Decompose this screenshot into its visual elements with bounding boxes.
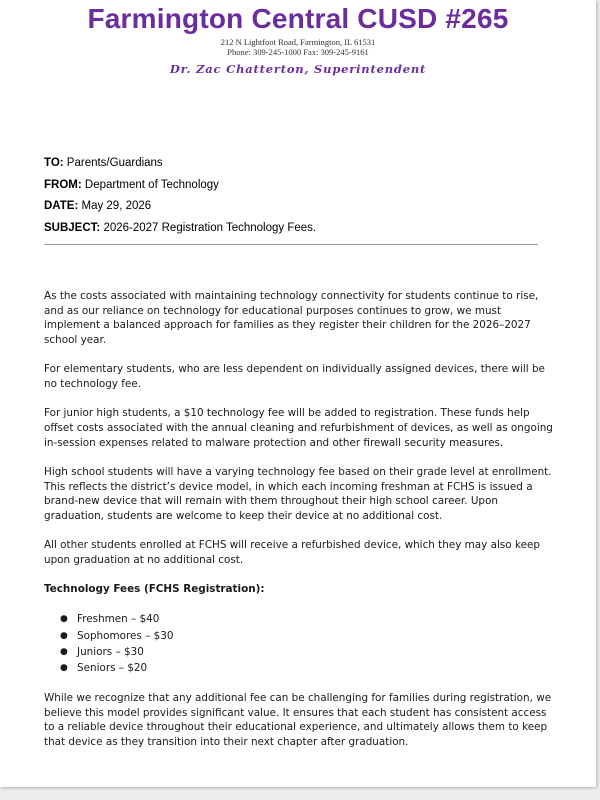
subject-label: SUBJECT: — [44, 221, 101, 234]
subject-value: 2026-2027 Registration Technology Fees. — [103, 221, 317, 234]
district-name: Farmington Central CUSD #265 — [87, 3, 509, 34]
bullet-icon: ● — [60, 614, 68, 625]
fees-heading: Technology Fees (FCHS Registration): — [44, 583, 265, 596]
header-divider — [44, 244, 538, 245]
date-value: May 29, 2026 — [81, 200, 152, 212]
letter-body — [44, 289, 554, 764]
from-value: Department of Technology — [84, 178, 219, 191]
fee-seniors: Seniors – $20 — [77, 662, 148, 675]
list-item — [60, 644, 554, 660]
superintendent-line: Dr. Zac Chatterton, Superintendent — [169, 62, 427, 76]
memo-subject — [44, 219, 316, 241]
list-item — [60, 611, 554, 627]
paragraph-junior-high: For junior high students, a $10 technology fee will be added to registration. These funds help offset costs associated with the annual cleaning and refurbishment of devices, as well as ongoing in-session expenses related to malware protection and other firewall security measures. — [44, 407, 553, 449]
district-address — [0, 37, 596, 57]
date-label: DATE: — [44, 200, 79, 212]
list-item — [60, 660, 554, 676]
memo-date — [44, 197, 316, 219]
from-label: FROM: — [44, 178, 82, 191]
paragraph-high-school: High school students will have a varying technology fee based on their grade level at enrollment. This reflects the district’s device model, in which each incoming freshman at FCHS is issued a brand-new device that will remain with them throughout their high school career. Upon graduation, students are welcome to keep their device at no additional cost. — [44, 465, 552, 522]
fee-freshmen: Freshmen – $40 — [77, 613, 160, 626]
memo-header — [44, 154, 316, 240]
paragraph-refurbished: All other students enrolled at FCHS will receive a refurbished device, which they may also keep upon graduation at no additional cost. — [44, 539, 540, 566]
phone-fax-line: Phone: 309-245-1000 Fax: 309-245-9161 — [227, 47, 369, 57]
to-label: TO: — [44, 157, 64, 169]
bullet-icon: ● — [60, 630, 68, 641]
list-item — [60, 628, 554, 644]
memo-to — [44, 154, 316, 176]
paragraph-elementary: For elementary students, who are less dependent on individually assigned devices, there will be no technology fee. — [44, 363, 545, 391]
paragraph-intro: As the costs associated with maintaining technology connectivity for students continue to rise, and as our reliance on technology for educational purposes continues to grow, we must implement a balanced approach for families as they register their children for the 2026–2027 school year. — [44, 290, 539, 347]
paragraph-closing: While we recognize that any additional fee can be challenging for families during registration, we believe this model provides significant value. It ensures that each student has consistent access to a reliable device throughout their educational experience, and ultimately allows them to keep that device as they transition into their next chapter after graduation. — [44, 691, 552, 749]
bullet-icon: ● — [60, 663, 68, 674]
fee-juniors: Juniors – $30 — [77, 645, 144, 658]
memo-from — [44, 176, 316, 198]
to-value: Parents/Guardians — [66, 157, 163, 169]
address-line: 212 N Lightfoot Road, Farmington, IL 61531 — [220, 37, 376, 47]
bullet-icon: ● — [60, 646, 68, 657]
fee-sophomores: Sophomores – $30 — [77, 629, 174, 642]
fee-list — [44, 611, 554, 676]
